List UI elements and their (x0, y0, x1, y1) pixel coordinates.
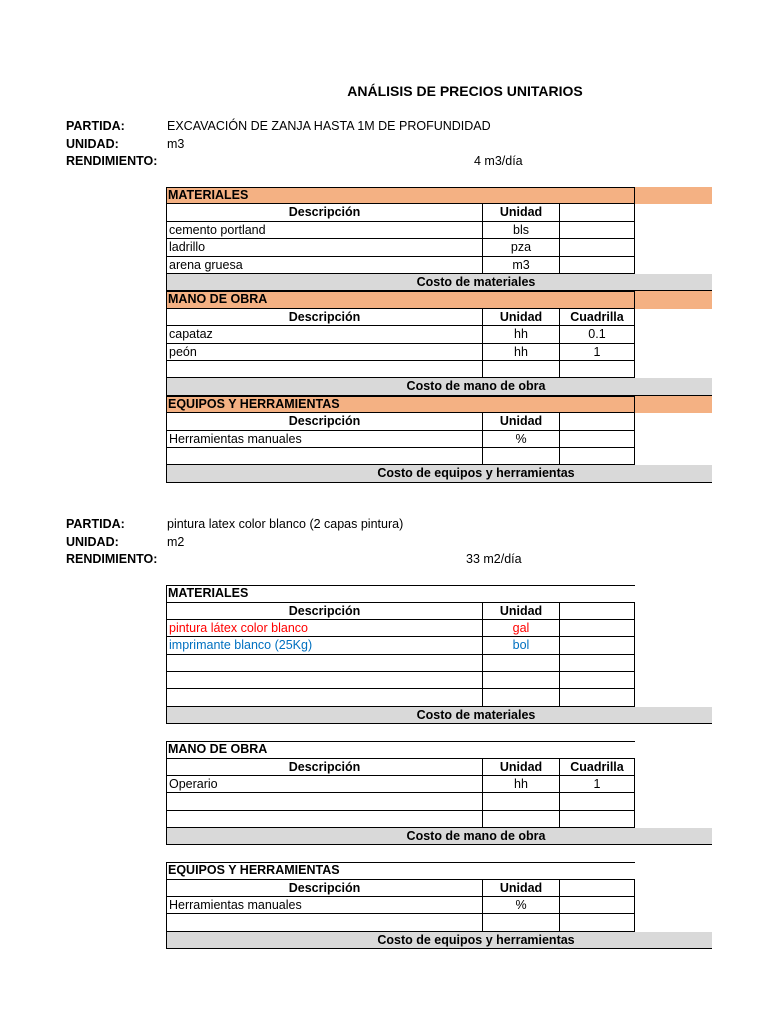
col-header-cuadrilla: Cuadrilla (559, 758, 635, 775)
row-cuadrilla: 1 (559, 344, 635, 361)
total-label: Costo de mano de obra (406, 379, 546, 394)
section-title: MATERIALES (168, 188, 249, 202)
row-desc: Herramientas manuales (166, 897, 482, 914)
col-header-unidad: Unidad (482, 204, 559, 221)
col-header-descripcion: Descripción (166, 879, 482, 896)
row-unidad: bol (482, 637, 559, 654)
total-equipos-row (166, 465, 712, 482)
col-header-unidad: Unidad (482, 758, 559, 775)
row-cuadrilla (559, 222, 635, 239)
section-title: EQUIPOS Y HERRAMIENTAS (168, 396, 340, 411)
unidad-label: UNIDAD: (66, 535, 119, 549)
section-title: MANO DE OBRA (168, 742, 268, 756)
section-title: EQUIPOS Y HERRAMIENTAS (168, 863, 340, 877)
row-desc: peón (166, 344, 482, 361)
partida-value: EXCAVACIÓN DE ZANJA HASTA 1M DE PROFUNDIDAD (167, 119, 491, 133)
rendimiento-label: RENDIMIENTO: (66, 552, 158, 566)
row-desc: ladrillo (166, 239, 482, 256)
page-title: ANÁLISIS DE PRECIOS UNITARIOS (347, 83, 583, 99)
row-desc: Operario (166, 776, 482, 793)
section-title: MANO DE OBRA (168, 292, 268, 307)
section-equipos (166, 396, 712, 413)
row-unidad: hh (482, 326, 559, 343)
row-desc: cemento portland (166, 222, 482, 239)
total-materiales-row (166, 274, 712, 291)
row-unidad: % (482, 897, 559, 914)
total-label: Costo de materiales (416, 275, 536, 289)
row-cuadrilla (559, 257, 635, 274)
col-header-descripcion: Descripción (166, 602, 482, 619)
row-desc: capataz (166, 326, 482, 343)
row-unidad: hh (482, 344, 559, 361)
col-header-descripcion: Descripción (166, 204, 482, 221)
section-equipos (166, 862, 712, 879)
col-header-cuadrilla (559, 204, 635, 221)
row-unidad: gal (482, 620, 559, 637)
total-mano-de-obra-row (166, 828, 712, 845)
col-header-descripcion: Descripción (166, 413, 482, 430)
col-header-descripcion: Descripción (166, 758, 482, 775)
row-unidad: bls (482, 222, 559, 239)
section-mano-de-obra (166, 741, 712, 758)
partida-label: PARTIDA: (66, 517, 125, 531)
row-desc: imprimante blanco (25Kg) (166, 637, 482, 654)
total-label: Costo de equipos y herramientas (377, 932, 575, 947)
col-header-unidad: Unidad (482, 602, 559, 619)
row-cuadrilla (559, 239, 635, 256)
rendimiento-label: RENDIMIENTO: (66, 154, 158, 168)
total-label: Costo de mano de obra (406, 829, 546, 843)
col-header-unidad: Unidad (482, 413, 559, 430)
unidad-value: m2 (167, 535, 185, 549)
rendimiento-value: 33 m2/día (466, 552, 522, 566)
total-materiales-row (166, 707, 712, 724)
row-cuadrilla: 1 (559, 776, 635, 793)
partida-value: pintura latex color blanco (2 capas pintura) (167, 517, 404, 531)
section-materiales (166, 585, 712, 602)
section-title: MATERIALES (168, 586, 249, 600)
row-desc: Herramientas manuales (166, 431, 482, 448)
row-unidad: % (482, 431, 559, 448)
section-materiales (166, 187, 712, 204)
col-header-unidad: Unidad (482, 309, 559, 326)
row-desc: pintura látex color blanco (166, 620, 482, 637)
row-desc: arena gruesa (166, 257, 482, 274)
partida-label: PARTIDA: (66, 119, 125, 133)
unidad-label: UNIDAD: (66, 137, 119, 151)
unidad-value: m3 (167, 137, 185, 151)
rendimiento-value: 4 m3/día (474, 154, 523, 168)
row-cuadrilla: 0.1 (559, 326, 635, 343)
total-equipos-row (166, 932, 712, 949)
col-header-cuadrilla: Cuadrilla (559, 309, 635, 326)
total-label: Costo de materiales (416, 707, 536, 722)
col-header-descripcion: Descripción (166, 309, 482, 326)
section-mano-de-obra (166, 291, 712, 308)
row-unidad: m3 (482, 257, 559, 274)
row-unidad: pza (482, 239, 559, 256)
total-mano-de-obra-row (166, 378, 712, 395)
row-unidad: hh (482, 776, 559, 793)
col-header-unidad: Unidad (482, 879, 559, 896)
total-label: Costo de equipos y herramientas (377, 466, 575, 481)
